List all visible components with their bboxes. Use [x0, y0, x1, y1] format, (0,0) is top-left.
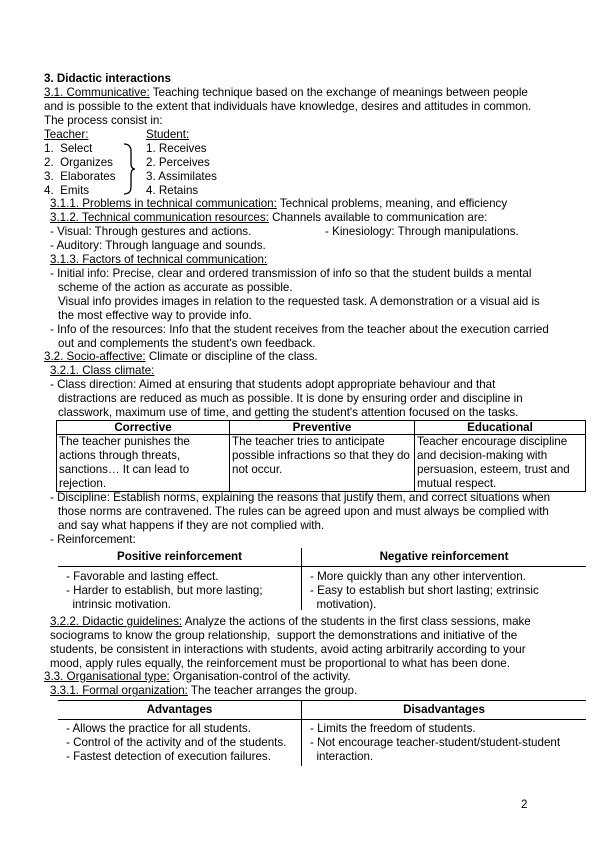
climate-cell: The teacher punishes the actions through threats, sanctions… It can lead to rejection.: [57, 435, 230, 492]
discipline-line: - Discipline: Establish norms, explaining the reasons that justify them, and correct situations when: [50, 491, 551, 504]
advantages-list: [66, 722, 286, 764]
communicative-text-3: The process consist in:: [44, 114, 163, 127]
socio-affective-text: Climate or discipline of the class.: [145, 350, 318, 363]
teacher-step: 1. Select: [44, 142, 93, 155]
guidelines-line: students, be consistent in interactions with students, avoid acting arbitrarily according to your: [50, 643, 526, 656]
formal-organization-text: The teacher arranges the group.: [187, 684, 358, 697]
climate-header: Educational: [415, 421, 586, 435]
problems-paragraph: [50, 197, 507, 211]
discipline-line: those norms are contravened. The rules can be agreed upon and must always be complied with: [58, 505, 549, 518]
table-divider: [58, 566, 586, 567]
resources-label: 3.1.2. Technical communication resources:: [50, 211, 269, 224]
student-label: Student:: [146, 128, 190, 141]
student-step: 4. Retains: [146, 184, 199, 197]
climate-header: Preventive: [230, 421, 415, 435]
table-divider: [301, 700, 302, 766]
list-item: - Fastest detection of execution failures.: [66, 750, 271, 763]
climate-table: [56, 420, 586, 492]
initial-info-line: scheme of the action as accurate as possible.: [58, 281, 293, 294]
table-divider: [301, 548, 302, 610]
list-item: - Allows the practice for all students.: [66, 722, 251, 735]
discipline-line: and say what happens if they are not complied with.: [58, 519, 325, 532]
problems-label: 3.1.1. Problems in technical communication:: [50, 197, 277, 210]
teacher-label: Teacher:: [44, 128, 89, 141]
list-item: - Harder to establish, but more lasting;: [66, 584, 263, 597]
negative-reinforcement-header: Negative reinforcement: [379, 550, 509, 563]
guidelines-line: sociograms to know the group relationship, support the demonstrations and initiative of the: [50, 629, 518, 642]
class-direction-line: classwork, maximum use of time, and getting the student's attention focused on the tasks.: [58, 406, 519, 419]
student-step: 3. Assimilates: [146, 170, 217, 183]
socio-affective-label: 3.2. Socio-affective:: [44, 350, 146, 363]
guidelines-paragraph: [50, 615, 531, 629]
formal-organization-label: 3.3.1. Formal organization:: [50, 684, 188, 697]
teacher-step: 2. Organizes: [44, 156, 113, 169]
list-item: - Easy to establish but short lasting; extrinsic: [310, 584, 539, 597]
page-number: 2: [521, 798, 528, 811]
list-item: - Favorable and lasting effect.: [66, 570, 219, 583]
list-item: interaction.: [310, 750, 374, 763]
communicative-label: 3.1. Communicative:: [44, 86, 150, 99]
teacher-step: 3. Elaborates: [44, 170, 116, 183]
resources-info-line: - Info of the resources: Info that the student receives from the teacher about the execution carried: [50, 323, 549, 336]
problems-text: Technical problems, meaning, and efficiency: [276, 197, 508, 210]
guidelines-line: mood, apply rules equally, the reinforcement must be proportional to what has been done.: [50, 657, 510, 670]
initial-info-line: - Initial info: Precise, clear and ordered transmission of info so that the student builds a mental: [50, 267, 532, 280]
organisational-label: 3.3. Organisational type:: [44, 670, 170, 683]
visual-info-line: Visual info provides images in relation to the requested task. A demonstration or a visual aid is: [58, 295, 540, 308]
positive-reinforcement-header: Positive reinforcement: [117, 550, 242, 563]
advantages-header: Advantages: [146, 703, 213, 716]
guidelines-text: Analyze the actions of the students in the first class sessions, make: [182, 615, 531, 628]
auditory-item: - Auditory: Through language and sounds.: [50, 239, 266, 252]
reinforcement-label: - Reinforcement:: [50, 533, 136, 546]
kinesiology-item: - Kinesiology: Through manipulations.: [325, 225, 519, 238]
list-item: - Limits the freedom of students.: [310, 722, 476, 735]
class-direction-line: - Class direction: Aimed at ensuring that students adopt appropriate behaviour and that: [50, 378, 496, 391]
section-title: 3. Didactic interactions: [44, 72, 171, 85]
brace-icon: [122, 143, 136, 195]
organization-table: [58, 700, 586, 766]
list-item: motivation).: [310, 598, 377, 611]
climate-cell: The teacher tries to anticipate possible infractions so that they do not occur.: [230, 435, 415, 492]
table-divider: [58, 719, 586, 720]
factors-label: 3.1.3. Factors of technical communication:: [50, 253, 268, 266]
reinforcement-table: [58, 548, 586, 611]
visual-info-line: the most effective way to provide info.: [58, 309, 252, 322]
disadvantages-header: Disadvantages: [403, 703, 485, 716]
formal-organization-paragraph: [50, 684, 357, 698]
socio-affective-paragraph: [44, 350, 318, 364]
communicative-text-2: and is possible to the extent that individuals have knowledge, desires and attitudes in common.: [44, 100, 532, 113]
resources-info-line: out and complements the student's own feedback.: [58, 337, 316, 350]
visual-item: - Visual: Through gestures and actions.: [50, 225, 252, 238]
climate-cell: Teacher encourage discipline and decision-making with persuasion, esteem, trust and mutual respect.: [415, 435, 586, 492]
list-item: - More quickly than any other intervention.: [310, 570, 526, 583]
positive-reinforcement-list: [66, 570, 263, 612]
class-direction-line: distractions are reduced as much as possible. It is done by ensuring order and discipline in: [58, 392, 523, 405]
student-step: 1. Receives: [146, 142, 207, 155]
organisational-text: Organisation-control of the activity.: [169, 670, 351, 683]
table-divider: [58, 700, 586, 701]
list-item: - Control of the activity and of the students.: [66, 736, 287, 749]
student-step: 2. Perceives: [146, 156, 210, 169]
list-item: intrinsic motivation.: [66, 598, 172, 611]
disadvantages-list: [310, 722, 560, 764]
list-item: - Not encourage teacher-student/student-student: [310, 736, 561, 749]
resources-paragraph: [50, 211, 487, 225]
climate-header: Corrective: [57, 421, 230, 435]
class-climate-label: 3.2.1. Class climate:: [50, 364, 155, 377]
resources-text: Channels available to communication are:: [268, 211, 488, 224]
teacher-step: 4. Emits: [44, 184, 90, 197]
communicative-text-1: Teaching technique based on the exchange of meanings between people: [149, 86, 528, 99]
guidelines-label: 3.2.2. Didactic guidelines:: [50, 615, 183, 628]
communicative-paragraph: [44, 86, 528, 100]
negative-reinforcement-list: [310, 570, 539, 612]
organisational-paragraph: [44, 670, 351, 684]
